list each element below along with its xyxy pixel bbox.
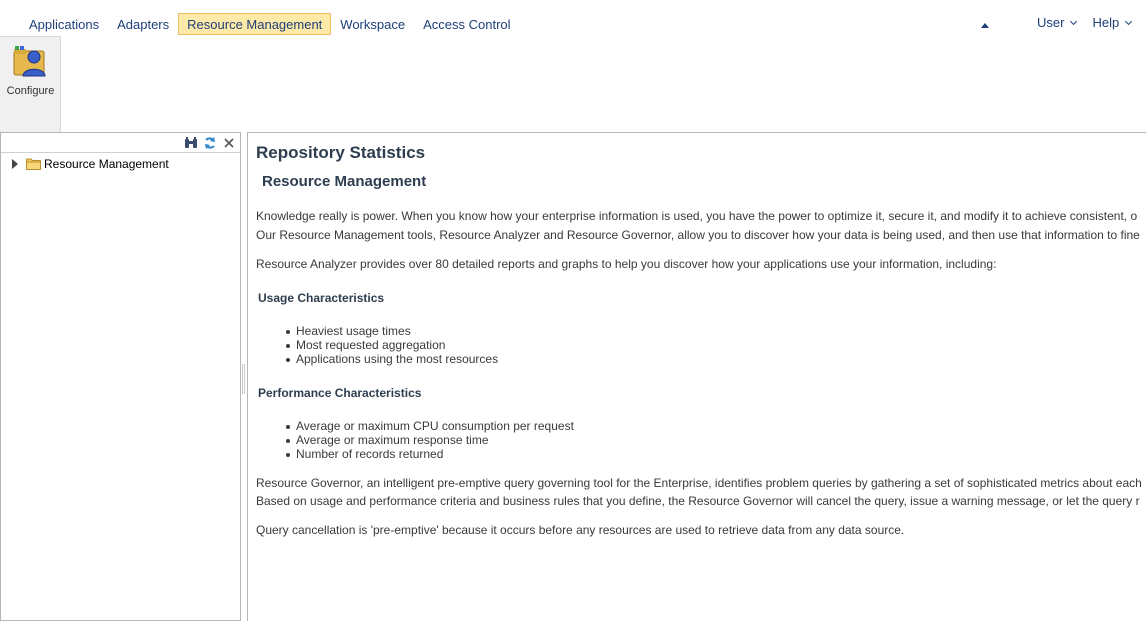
navigation-panel xyxy=(0,132,241,621)
help-menu[interactable] xyxy=(1092,15,1131,30)
resource-tree xyxy=(1,155,240,173)
list-item: Average or maximum response time xyxy=(296,433,489,447)
page-title: Repository Statistics xyxy=(256,143,426,162)
chevron-down-icon xyxy=(1070,18,1077,25)
help-menu-label: Help xyxy=(1092,15,1120,30)
collapse-ribbon-icon[interactable] xyxy=(981,23,989,28)
menu-adapters[interactable]: Adapters xyxy=(117,17,170,32)
tree-item-label: Resource Management xyxy=(44,157,169,171)
intro-paragraph-2: Our Resource Management tools, Resource Analyzer and Resource Governor, allow you to discover how your data is being used, and then use that information to fine xyxy=(256,228,1140,242)
chevron-down-icon xyxy=(1125,18,1132,25)
intro-paragraph-1: Knowledge really is power. When you know how your enterprise information is used, you have the power to optimize it, secure it, and modify it to achieve consistent, o xyxy=(256,209,1138,223)
splitter-grip[interactable] xyxy=(242,364,245,394)
menu-applications[interactable]: Applications xyxy=(29,17,100,32)
expand-arrow-icon[interactable] xyxy=(12,159,18,169)
analyzer-paragraph: Resource Analyzer provides over 80 detailed reports and graphs to help you discover how your applications use your information, including: xyxy=(256,257,997,271)
top-menu-bar xyxy=(0,0,1146,36)
list-item: Heaviest usage times xyxy=(296,324,411,338)
configure-label: Configure xyxy=(6,85,55,97)
list-item: Average or maximum CPU consumption per request xyxy=(296,419,574,433)
panel-toolbar xyxy=(1,133,240,153)
performance-heading: Performance Characteristics xyxy=(258,386,422,400)
folder-icon xyxy=(26,157,41,170)
list-item: Most requested aggregation xyxy=(296,338,446,352)
governor-paragraph-2: Based on usage and performance criteria and business rules that you define, the Resource Governor will cancel the query, issue a warning message, or let the query r xyxy=(256,494,1140,508)
governor-paragraph-1: Resource Governor, an intelligent pre-emptive query governing tool for the Enterprise, identifies problem queries by gathering a set of sophisticated metrics about each xyxy=(256,476,1142,490)
binoculars-icon[interactable] xyxy=(184,136,198,150)
configure-user-icon xyxy=(13,45,47,77)
ribbon xyxy=(0,36,61,132)
user-menu[interactable] xyxy=(1037,15,1076,30)
configure-button[interactable] xyxy=(0,37,61,103)
list-item: Number of records returned xyxy=(296,447,444,461)
user-menu-label: User xyxy=(1037,15,1065,30)
refresh-icon[interactable] xyxy=(203,136,217,150)
usage-heading: Usage Characteristics xyxy=(258,291,385,305)
close-icon[interactable] xyxy=(222,136,236,150)
menu-workspace[interactable]: Workspace xyxy=(340,17,406,32)
content-pane xyxy=(247,132,1146,621)
tree-item-resource-management[interactable] xyxy=(1,155,240,173)
main-menu xyxy=(20,13,520,35)
section-title: Resource Management xyxy=(262,173,427,190)
menu-resource-management[interactable]: Resource Management xyxy=(178,13,331,35)
right-menu xyxy=(976,15,1146,30)
list-item: Applications using the most resources xyxy=(296,352,499,366)
cancellation-paragraph: Query cancellation is 'pre-emptive' because it occurs before any resources are used to retrieve data from any data source. xyxy=(256,523,905,537)
menu-access-control[interactable]: Access Control xyxy=(423,17,511,32)
